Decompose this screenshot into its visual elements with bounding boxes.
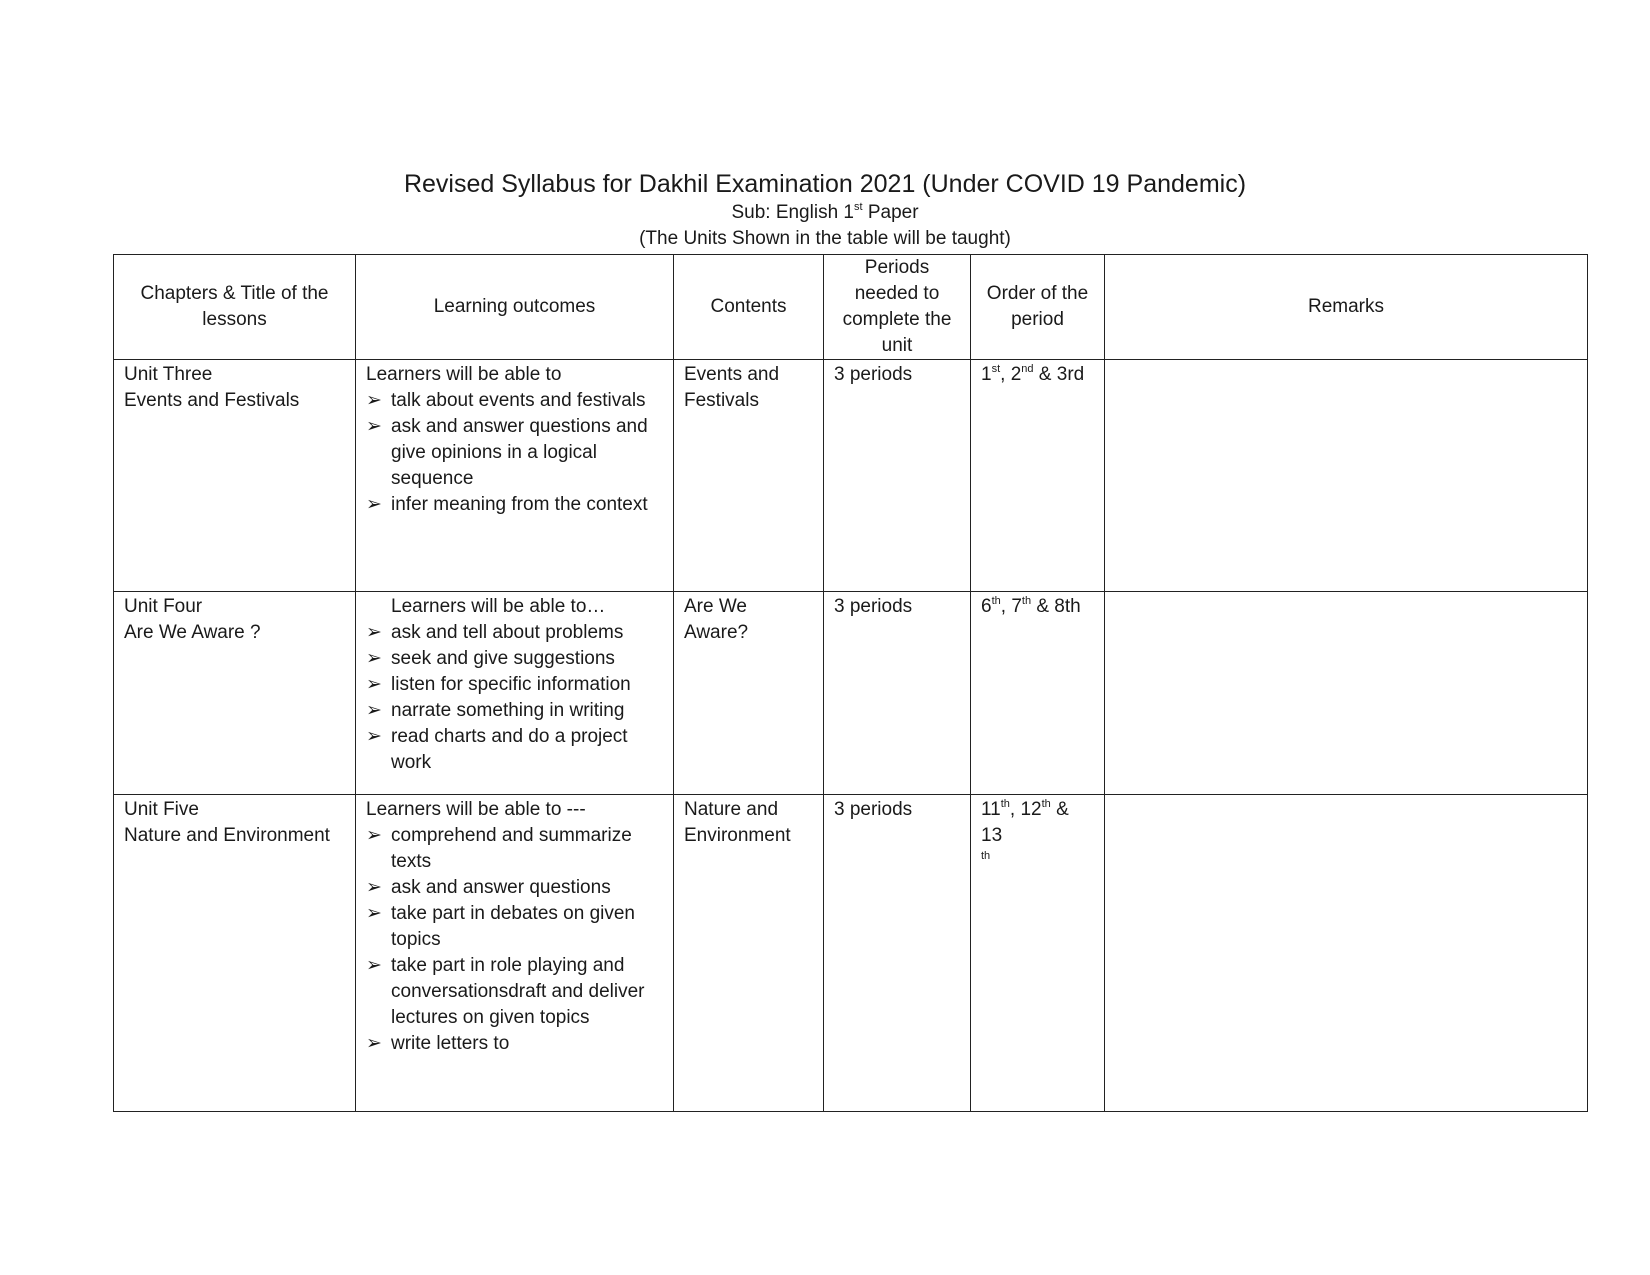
column-header-chapters: Chapters & Title of the lessons	[114, 255, 356, 360]
unit-name: Unit Four	[124, 596, 203, 617]
outcome-text: take part in debates on given topics	[391, 903, 636, 950]
list-item	[366, 1031, 663, 1057]
column-header-outcomes: Learning outcomes	[356, 255, 674, 360]
outcome-text: infer meaning from the context	[391, 494, 648, 515]
subject-suffix: Paper	[862, 202, 919, 223]
subject-prefix: Sub: English 1	[731, 202, 854, 223]
remarks-cell	[1105, 592, 1588, 795]
contents-cell: Nature and Environment	[674, 795, 824, 1112]
order-part: , 7	[1000, 596, 1022, 617]
order-superscript: th	[981, 850, 991, 862]
order-superscript: nd	[1021, 363, 1034, 375]
chapter-cell	[114, 592, 356, 795]
periods-cell: 3 periods	[824, 795, 971, 1112]
contents-cell: Are We Aware?	[674, 592, 824, 795]
order-part: 6	[981, 596, 992, 617]
column-header-remarks: Remarks	[1105, 255, 1588, 360]
syllabus-table	[113, 254, 1588, 1112]
order-part: , 12	[1009, 799, 1042, 820]
order-superscript: th	[991, 595, 1001, 607]
arrow-bullet-icon: ➢	[366, 825, 382, 846]
order-superscript: th	[1021, 595, 1032, 607]
list-item	[366, 953, 663, 1031]
outcome-text: take part in role playing and conversationsdraft and deliver lectures on given topics	[391, 955, 645, 1028]
unit-title: Are We Aware ?	[124, 622, 261, 643]
outcomes-lead: Learners will be able to ---	[366, 799, 586, 820]
arrow-bullet-icon: ➢	[366, 648, 382, 669]
table-row-unit-five	[114, 795, 1588, 1112]
outcome-text: ask and tell about problems	[391, 622, 624, 643]
chapter-cell	[114, 795, 356, 1112]
unit-title: Events and Festivals	[124, 390, 300, 411]
outcomes-list	[366, 823, 663, 1057]
outcomes-lead: Learners will be able to	[366, 364, 562, 385]
unit-name: Unit Five	[124, 799, 199, 820]
outcome-text: talk about events and festivals	[391, 390, 646, 411]
subject-superscript: st	[853, 201, 863, 213]
column-header-order: Order of the period	[971, 255, 1105, 360]
order-superscript: th	[1041, 798, 1051, 810]
list-item	[366, 823, 663, 875]
order-part: & 3rd	[1033, 364, 1085, 385]
column-header-contents: Contents	[674, 255, 824, 360]
outcome-text: ask and answer questions	[391, 877, 611, 898]
document-title: Revised Syllabus for Dakhil Examination 2021 (Under COVID 19 Pandemic)	[403, 170, 1247, 198]
unit-name: Unit Three	[124, 364, 213, 385]
arrow-bullet-icon: ➢	[366, 726, 382, 747]
list-item	[366, 724, 663, 776]
table-note: (The Units Shown in the table will be taught)	[639, 228, 1011, 249]
table-header-row	[114, 255, 1588, 360]
order-part: 11	[981, 799, 1001, 820]
arrow-bullet-icon: ➢	[366, 674, 382, 695]
order-superscript: th	[1000, 798, 1010, 810]
contents-cell: Events and Festivals	[674, 360, 824, 592]
table-row-unit-three	[114, 360, 1588, 592]
outcome-text: ask and answer questions and give opinions in a logical sequence	[391, 416, 648, 489]
remarks-cell	[1105, 360, 1588, 592]
column-header-periods: Periods needed to complete the unit	[824, 255, 971, 360]
unit-title: Nature and Environment	[124, 825, 330, 846]
outcomes-cell	[356, 795, 674, 1112]
list-item	[366, 492, 663, 518]
arrow-bullet-icon: ➢	[366, 903, 382, 924]
outcome-text: narrate something in writing	[391, 700, 625, 721]
table-row-unit-four	[114, 592, 1588, 795]
order-part: , 2	[1000, 364, 1022, 385]
list-item	[366, 875, 663, 901]
arrow-bullet-icon: ➢	[366, 877, 382, 898]
chapter-cell	[114, 360, 356, 592]
outcome-text: comprehend and summarize texts	[391, 825, 632, 872]
periods-cell: 3 periods	[824, 360, 971, 592]
outcomes-list	[366, 620, 663, 776]
remarks-cell	[1105, 795, 1588, 1112]
order-part: 1	[981, 364, 992, 385]
arrow-bullet-icon: ➢	[366, 494, 382, 515]
list-item	[366, 620, 663, 646]
arrow-bullet-icon: ➢	[366, 416, 382, 437]
list-item	[366, 698, 663, 724]
document-header	[0, 168, 1650, 252]
outcome-text: read charts and do a project work	[391, 726, 628, 773]
outcomes-list	[366, 388, 663, 518]
order-cell	[971, 592, 1105, 795]
order-part: & 13	[981, 799, 1069, 846]
order-part: & 8th	[1031, 596, 1081, 617]
order-cell	[971, 795, 1105, 1112]
outcome-text: seek and give suggestions	[391, 648, 615, 669]
arrow-bullet-icon: ➢	[366, 955, 382, 976]
arrow-bullet-icon: ➢	[366, 622, 382, 643]
order-superscript: st	[991, 363, 1001, 375]
outcomes-cell	[356, 592, 674, 795]
list-item	[366, 414, 663, 492]
list-item	[366, 388, 663, 414]
outcome-text: write letters to	[391, 1033, 510, 1054]
outcomes-cell	[356, 360, 674, 592]
order-cell	[971, 360, 1105, 592]
periods-cell: 3 periods	[824, 592, 971, 795]
list-item	[366, 672, 663, 698]
arrow-bullet-icon: ➢	[366, 700, 382, 721]
subject-line	[0, 200, 1650, 226]
arrow-bullet-icon: ➢	[366, 390, 382, 411]
arrow-bullet-icon: ➢	[366, 1033, 382, 1054]
list-item	[366, 901, 663, 953]
outcomes-lead: Learners will be able to…	[391, 596, 606, 617]
outcome-text: listen for specific information	[391, 674, 631, 695]
list-item	[366, 646, 663, 672]
